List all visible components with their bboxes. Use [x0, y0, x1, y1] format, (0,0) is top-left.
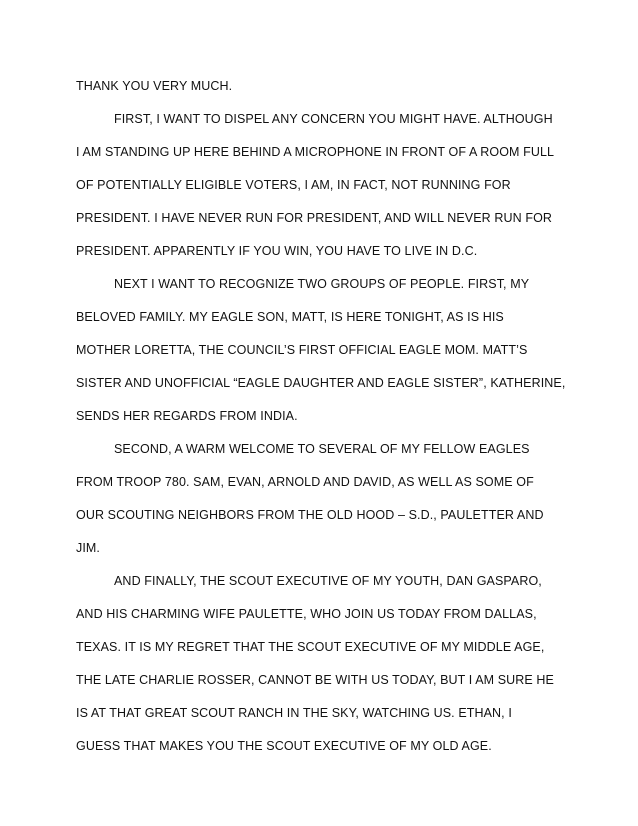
text-line: NEXT I WANT TO RECOGNIZE TWO GROUPS OF PEOPLE. FIRST, MY	[114, 277, 530, 291]
speech-text	[76, 70, 566, 763]
text-line: OF POTENTIALLY ELIGIBLE VOTERS, I AM, IN FACT, NOT RUNNING FOR	[76, 178, 511, 192]
text-line: AND HIS CHARMING WIFE PAULETTE, WHO JOIN US TODAY FROM DALLAS,	[76, 607, 537, 621]
text-line: GUESS THAT MAKES YOU THE SCOUT EXECUTIVE OF MY OLD AGE.	[76, 739, 492, 753]
text-line: THANK YOU VERY MUCH.	[76, 79, 233, 93]
text-line: OUR SCOUTING NEIGHBORS FROM THE OLD HOOD – S.D., PAULETTER AND	[76, 508, 544, 522]
text-line: MOTHER LORETTA, THE COUNCIL’S FIRST OFFICIAL EAGLE MOM. MATT’S	[76, 343, 528, 357]
text-line: TEXAS. IT IS MY REGRET THAT THE SCOUT EXECUTIVE OF MY MIDDLE AGE,	[76, 640, 545, 654]
text-line: BELOVED FAMILY. MY EAGLE SON, MATT, IS HERE TONIGHT, AS IS HIS	[76, 310, 504, 324]
text-line: I AM STANDING UP HERE BEHIND A MICROPHONE IN FRONT OF A ROOM FULL	[76, 145, 555, 159]
text-line: SENDS HER REGARDS FROM INDIA.	[76, 409, 298, 423]
text-line: SECOND, A WARM WELCOME TO SEVERAL OF MY FELLOW EAGLES	[114, 442, 530, 456]
text-line: FROM TROOP 780. SAM, EVAN, ARNOLD AND DAVID, AS WELL AS SOME OF	[76, 475, 534, 489]
text-line: AND FINALLY, THE SCOUT EXECUTIVE OF MY YOUTH, DAN GASPARO,	[114, 574, 542, 588]
text-line: PRESIDENT. I HAVE NEVER RUN FOR PRESIDENT, AND WILL NEVER RUN FOR	[76, 211, 553, 225]
text-line: SISTER AND UNOFFICIAL “EAGLE DAUGHTER AND EAGLE SISTER”, KATHERINE,	[76, 376, 566, 390]
text-line: IS AT THAT GREAT SCOUT RANCH IN THE SKY, WATCHING US. ETHAN, I	[76, 706, 512, 720]
text-line: JIM.	[76, 541, 101, 555]
text-line: THE LATE CHARLIE ROSSER, CANNOT BE WITH US TODAY, BUT I AM SURE HE	[76, 673, 554, 687]
text-line: FIRST, I WANT TO DISPEL ANY CONCERN YOU MIGHT HAVE. ALTHOUGH	[114, 112, 553, 126]
text-line: PRESIDENT. APPARENTLY IF YOU WIN, YOU HAVE TO LIVE IN D.C.	[76, 244, 478, 258]
